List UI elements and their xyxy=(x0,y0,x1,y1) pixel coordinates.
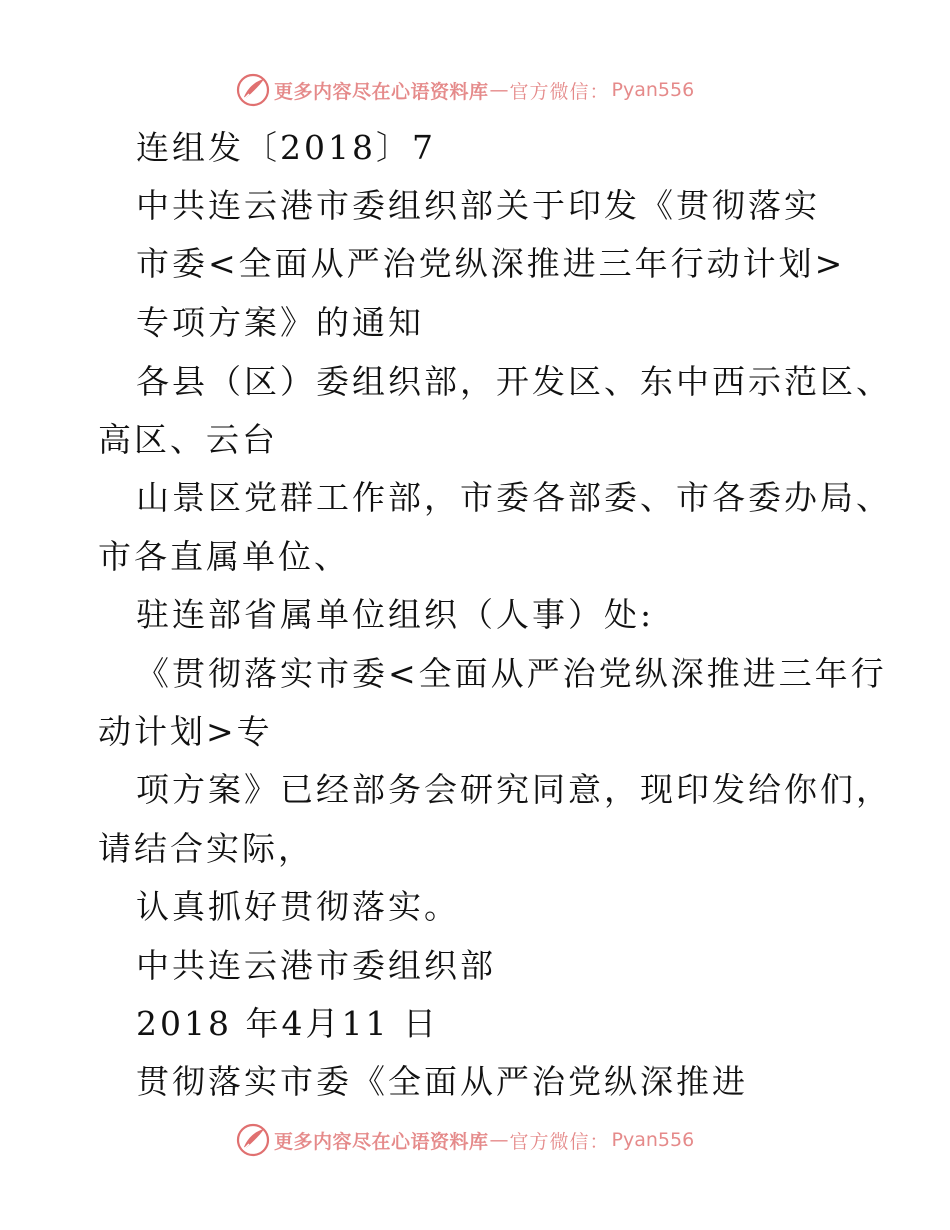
watermark-wechat-handle: Pyan556 xyxy=(611,1129,695,1151)
body-line-5: 认真抓好贯彻落实。 xyxy=(136,887,460,926)
recipient-line-1: 各县（区）委组织部，开发区、东中西示范区、 xyxy=(136,362,892,401)
header-watermark xyxy=(236,72,694,108)
recipient-line-3: 山景区党群工作部，市委各部委、市各委办局、 xyxy=(136,478,892,517)
recipient-line-5: 驻连部省属单位组织（人事）处: xyxy=(136,595,655,634)
body-line-1: 《贯彻落实市委<全面从严治党纵深推进三年行 xyxy=(136,654,887,693)
body-line-2: 动计划>专 xyxy=(98,712,273,751)
watermark-wechat-label: 官方微信： xyxy=(509,80,610,103)
signature-org: 中共连云港市委组织部 xyxy=(136,946,496,985)
doc-number: 连组发〔2018〕7 xyxy=(136,128,436,167)
signature-date: 2018 年4月11 日 xyxy=(136,1004,439,1043)
title-line-2: 市委<全面从严治党纵深推进三年行动计划> xyxy=(136,244,846,283)
recipient-line-2: 高区、云台 xyxy=(98,420,278,459)
watermark-text: 更多内容尽在心语资料库 xyxy=(274,80,489,103)
body-line-3: 项方案》已经部务会研究同意，现印发给你们， xyxy=(136,770,892,809)
watermark-dash: — xyxy=(489,1129,509,1151)
section-heading: 贯彻落实市委《全面从严治党纵深推进 xyxy=(136,1062,748,1101)
footer-watermark xyxy=(236,1122,694,1158)
watermark-text: 更多内容尽在心语资料库 xyxy=(274,1130,489,1153)
recipient-line-4: 市各直属单位、 xyxy=(98,537,350,576)
quill-logo-icon xyxy=(236,1123,270,1157)
watermark-dash: — xyxy=(489,79,509,101)
quill-logo-icon xyxy=(236,73,270,107)
watermark-wechat-handle: Pyan556 xyxy=(611,79,695,101)
body-line-4: 请结合实际， xyxy=(98,829,314,868)
watermark-wechat-label: 官方微信： xyxy=(509,1130,610,1153)
title-line-1: 中共连云港市委组织部关于印发《贯彻落实 xyxy=(136,186,820,225)
title-line-3: 专项方案》的通知 xyxy=(136,303,424,342)
